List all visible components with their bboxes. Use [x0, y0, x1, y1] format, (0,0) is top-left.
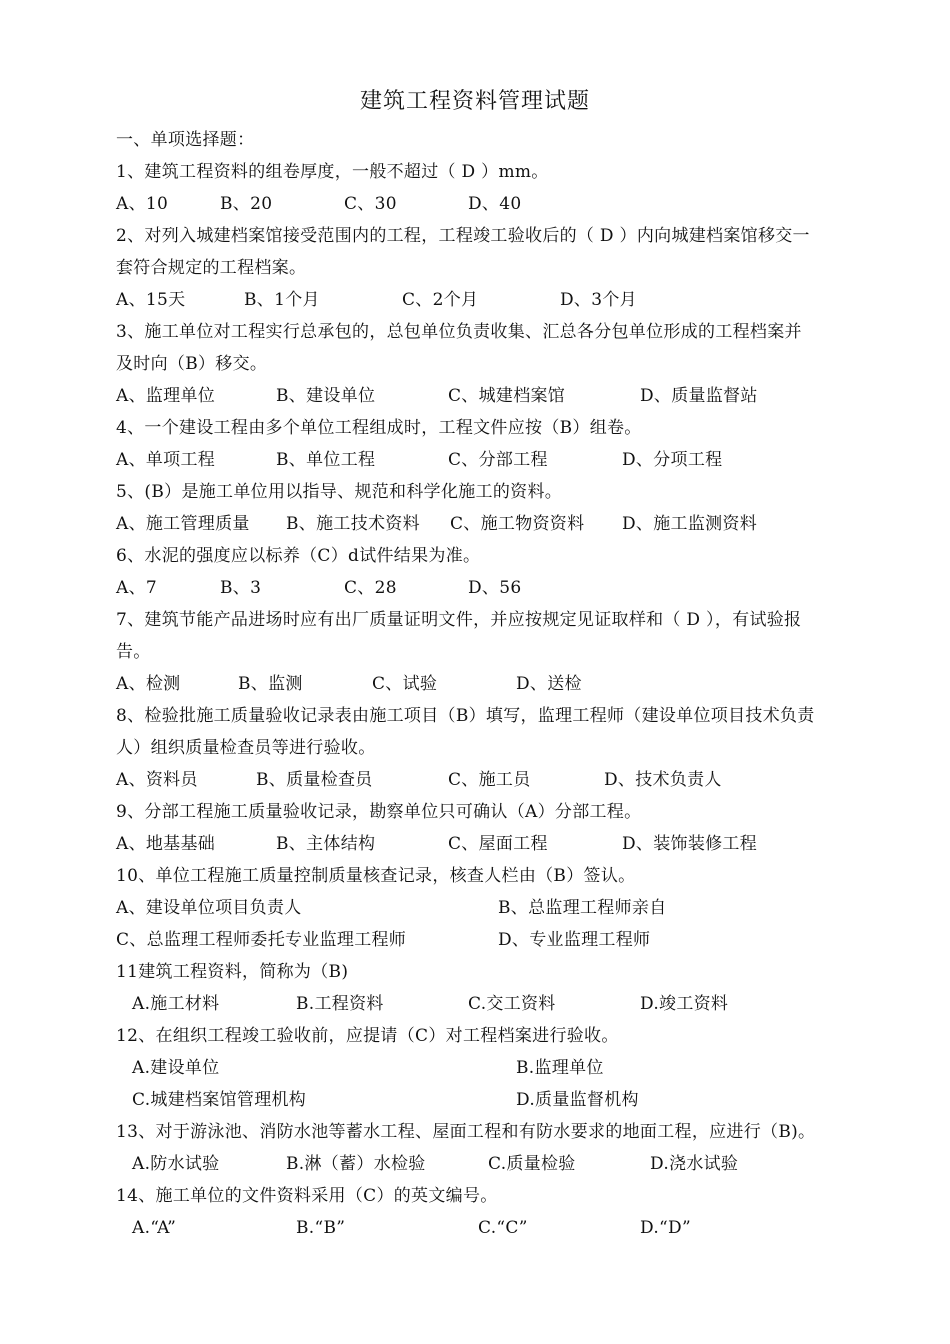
option-b: B、主体结构 [276, 834, 376, 854]
option-c: C、总监理工程师委托专业监理工程师 [116, 930, 407, 950]
option-b: B、监测 [238, 674, 303, 694]
question-13: 13、对于游泳池、消防水池等蓄水工程、屋面工程和有防水要求的地面工程，应进行（B)。 [116, 1122, 816, 1142]
option-d: D.质量监督机构 [516, 1090, 639, 1110]
option-c: C、施工物资资料 [450, 514, 585, 534]
option-d: D、质量监督站 [640, 386, 758, 406]
option-c: C、28 [344, 578, 397, 598]
option-b: B、单位工程 [276, 450, 376, 470]
option-c: C.城建档案馆管理机构 [132, 1090, 307, 1110]
option-b: B.“B” [296, 1218, 346, 1238]
option-a: A、资料员 [116, 770, 198, 790]
option-a: A、检测 [116, 674, 181, 694]
option-d: D、装饰装修工程 [622, 834, 758, 854]
question-8-line-2: 人）组织质量检查员等进行验收。 [116, 738, 376, 758]
question-14: 14、施工单位的文件资料采用（C）的英文编号。 [116, 1186, 498, 1206]
option-c: C、2个月 [402, 290, 479, 310]
question-4: 4、一个建设工程由多个单位工程组成时，工程文件应按（B）组卷。 [116, 418, 642, 438]
question-3-line-1: 3、施工单位对工程实行总承包的，总包单位负责收集、汇总各分包单位形成的工程档案并 [116, 322, 802, 342]
option-c: C、城建档案馆 [448, 386, 566, 406]
option-b: B.淋（蓄）水检验 [286, 1154, 426, 1174]
option-a: A、15天 [116, 290, 186, 310]
option-a: A.建设单位 [132, 1058, 220, 1078]
option-a: A.施工材料 [132, 994, 220, 1014]
document-title: 建筑工程资料管理试题 [359, 89, 590, 114]
option-a: A、7 [116, 578, 157, 598]
question-12: 12、在组织工程竣工验收前，应提请（C）对工程档案进行验收。 [116, 1026, 619, 1046]
question-6: 6、水泥的强度应以标养（C）d试件结果为准。 [116, 546, 481, 566]
question-11: 11建筑工程资料，简称为（B) [116, 962, 349, 982]
option-d: D、送检 [516, 674, 582, 694]
option-b: B、施工技术资料 [286, 514, 420, 534]
option-c: C.质量检验 [488, 1154, 576, 1174]
option-c: C、屋面工程 [448, 834, 548, 854]
option-a: A、监理单位 [116, 386, 216, 406]
question-8-line-1: 8、检验批施工质量验收记录表由施工项目（B）填写，监理工程师（建设单位项目技术负责 [116, 706, 815, 726]
question-9: 9、分部工程施工质量验收记录，勘察单位只可确认（A）分部工程。 [116, 802, 642, 822]
question-1: 1、建筑工程资料的组卷厚度，一般不超过（ D ）mm。 [116, 162, 549, 182]
option-d: D、56 [468, 578, 522, 598]
option-b: B.工程资料 [296, 994, 384, 1014]
option-b: B、1个月 [244, 290, 320, 310]
question-3-line-2: 及时向（B）移交。 [116, 354, 268, 374]
question-7-line-2: 告。 [116, 642, 151, 662]
option-d: D.“D” [640, 1218, 691, 1238]
option-d: D、专业监理工程师 [498, 930, 651, 950]
option-a: A、单项工程 [116, 450, 216, 470]
option-c: C、分部工程 [448, 450, 548, 470]
question-10: 10、单位工程施工质量控制质量核查记录，核查人栏由（B）签认。 [116, 866, 636, 886]
option-a: A.“A” [132, 1218, 177, 1238]
option-d: D、施工监测资料 [622, 514, 758, 534]
option-c: C.“C” [478, 1218, 528, 1238]
option-d: D.竣工资料 [640, 994, 729, 1014]
option-a: A、地基基础 [116, 834, 216, 854]
option-a: A、施工管理质量 [116, 514, 250, 534]
option-a: A、建设单位项目负责人 [116, 898, 302, 918]
option-c: C、施工员 [448, 770, 531, 790]
option-b: B.监理单位 [516, 1058, 604, 1078]
option-d: D、3个月 [560, 290, 637, 310]
option-c: C、30 [344, 194, 397, 214]
option-b: B、总监理工程师亲自 [498, 898, 667, 918]
section-heading: 一、单项选择题： [116, 130, 255, 150]
option-b: B、3 [220, 578, 262, 598]
option-c: C、试验 [372, 674, 438, 694]
option-b: B、质量检查员 [256, 770, 373, 790]
option-d: D、技术负责人 [604, 770, 722, 790]
question-2-line-1: 2、对列入城建档案馆接受范围内的工程，工程竣工验收后的（ D ）内向城建档案馆移交一 [116, 226, 810, 246]
option-a: A、10 [116, 194, 169, 214]
option-b: B、建设单位 [276, 386, 376, 406]
option-a: A.防水试验 [132, 1154, 220, 1174]
option-d: D.浇水试验 [650, 1154, 739, 1174]
question-5: 5、(B）是施工单位用以指导、规范和科学化施工的资料。 [116, 482, 563, 502]
option-b: B、20 [220, 194, 273, 214]
option-d: D、40 [468, 194, 522, 214]
option-c: C.交工资料 [468, 994, 556, 1014]
question-7-line-1: 7、建筑节能产品进场时应有出厂质量证明文件，并应按规定见证取样和（ D ），有试验报 [116, 610, 802, 630]
question-2-line-2: 套符合规定的工程档案。 [116, 258, 307, 278]
option-d: D、分项工程 [622, 450, 723, 470]
